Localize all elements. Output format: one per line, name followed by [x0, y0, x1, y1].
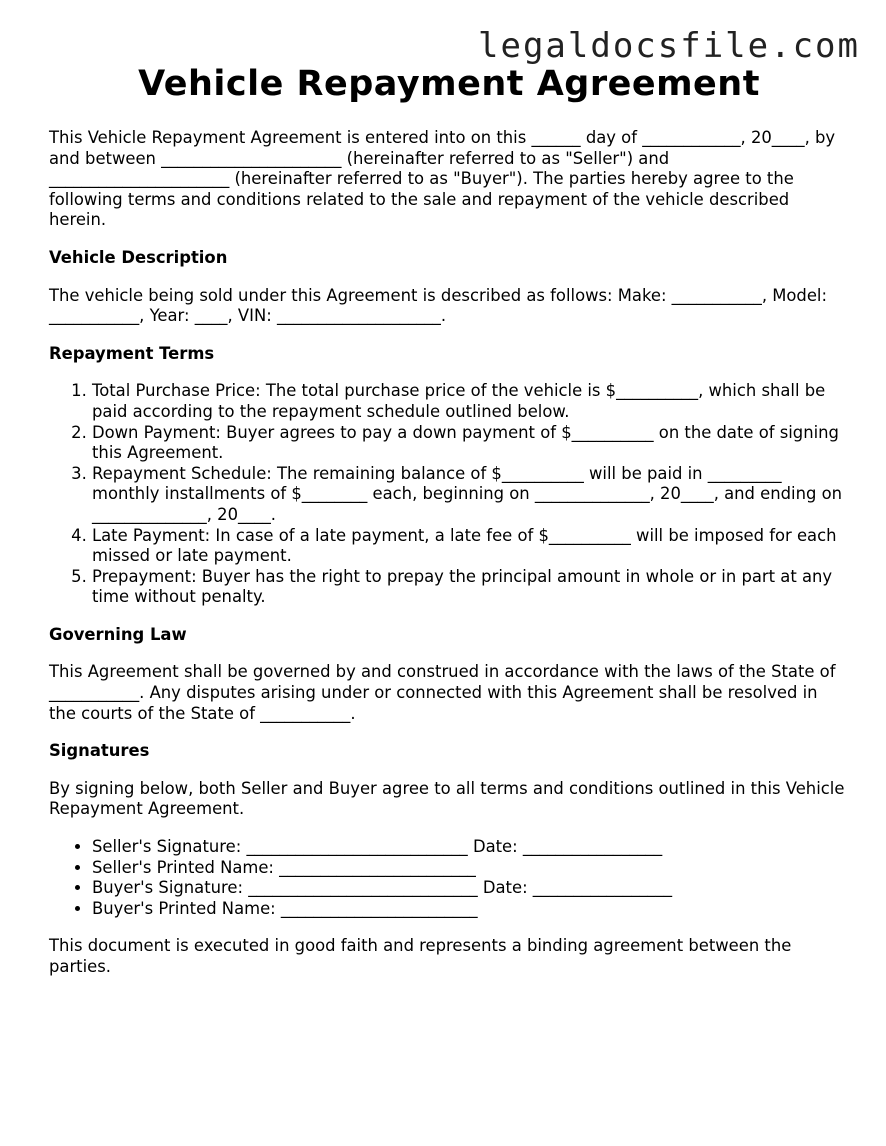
repayment-terms-heading: Repayment Terms: [49, 343, 215, 363]
signature-lines-list: [49, 837, 849, 919]
list-item: 4. Late Payment: In case of a late payment, a late fee of $__________ will be imposed for each missed or late payment.: [92, 526, 849, 567]
vehicle-description-heading: Vehicle Description: [49, 247, 228, 267]
list-item: 2. Down Payment: Buyer agrees to pay a down payment of $__________ on the date of signing this Agreement.: [92, 423, 849, 464]
list-item: 3. Repayment Schedule: The remaining balance of $__________ will be paid in _________ monthly installments of $________ each, beginning on ______________, 20____, and ending on ______________, 20____.: [92, 464, 849, 526]
vehicle-description-text: The vehicle being sold under this Agreement is described as follows: Make: ___________, Model: ___________, Year: ____, VIN: ____________________.: [49, 285, 827, 326]
list-item: 5. Prepayment: Buyer has the right to prepay the principal amount in whole or in part at any time without penalty.: [92, 567, 849, 608]
closing-paragraph: This document is executed in good faith and represents a binding agreement between the parties.: [49, 936, 792, 976]
seller-printed-name-line: • Seller's Printed Name: ________________________: [92, 858, 849, 879]
buyer-signature-line: • Buyer's Signature: ____________________________ Date: _________________: [92, 878, 849, 899]
seller-signature-line: • Seller's Signature: ___________________________ Date: _________________: [92, 837, 849, 858]
signatures-heading: Signatures: [49, 741, 150, 761]
governing-law-heading: Governing Law: [49, 624, 187, 644]
repayment-terms-list: [49, 381, 849, 608]
signatures-text: By signing below, both Seller and Buyer agree to all terms and conditions outlined in this Vehicle Repayment Agreement.: [49, 778, 845, 819]
document-title: Vehicle Repayment Agreement: [138, 64, 760, 104]
document: [49, 62, 849, 995]
watermark: legaldocsfile.com: [478, 26, 860, 66]
intro-paragraph: This Vehicle Repayment Agreement is entered into on this ______ day of ____________, 20____, by and between ______________________ (hereinafter referred to as "Seller") and ______________________ (hereinafter referred to as "Buyer"). The parties hereby agree to the following terms and conditions related to the sale and repayment of the vehicle described herein.: [49, 128, 836, 230]
buyer-printed-name-line: • Buyer's Printed Name: ________________________: [92, 899, 849, 920]
list-item: 1. Total Purchase Price: The total purchase price of the vehicle is $__________, which shall be paid according to the repayment schedule outlined below.: [92, 381, 849, 422]
governing-law-text: This Agreement shall be governed by and construed in accordance with the laws of the State of ___________. Any disputes arising under or connected with this Agreement shall be resolved in the courts of the State of ___________.: [49, 662, 836, 723]
